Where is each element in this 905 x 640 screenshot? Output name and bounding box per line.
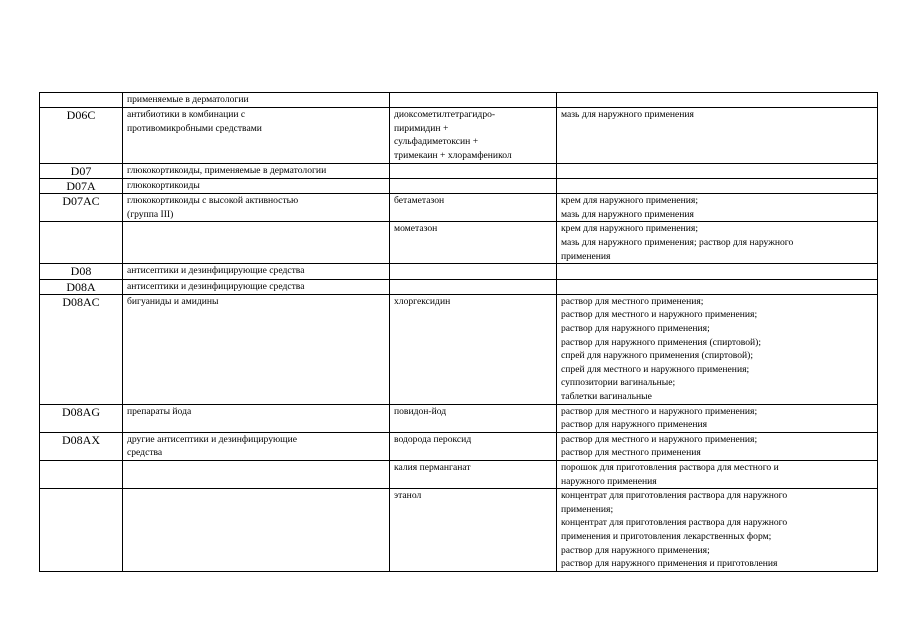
atc-code-text: D08	[70, 264, 92, 279]
cell-text-line: суппозитории вагинальные;	[561, 377, 676, 389]
drug-name-cell	[390, 279, 557, 294]
group-name-cell	[123, 222, 390, 264]
cell-text-line: сульфадиметоксин +	[394, 136, 479, 148]
drug-name-cell	[390, 432, 557, 460]
cell-text-line: глюкокортикоиды с высокой активностью	[127, 195, 299, 207]
atc-code-cell	[40, 264, 123, 279]
atc-code-cell	[40, 460, 123, 488]
atc-code-text: D08AC	[62, 294, 100, 309]
dosage-form-cell	[557, 294, 878, 404]
cell-text-line: бетаметазон	[394, 195, 445, 207]
cell-text-line: применения и приготовления лекарственных форм;	[561, 530, 772, 542]
group-name-cell	[123, 432, 390, 460]
cell-text-line: применения;	[561, 503, 614, 515]
group-name-cell	[123, 264, 390, 279]
dosage-form-cell	[557, 279, 878, 294]
atc-code-cell	[40, 178, 123, 193]
drug-name-cell	[390, 460, 557, 488]
table-row	[40, 294, 878, 404]
atc-code-text: D08AG	[62, 404, 100, 419]
dosage-form-cell	[557, 178, 878, 193]
dosage-form-cell	[557, 489, 878, 572]
cell-text-line: применения	[561, 250, 611, 262]
cell-text-line: мазь для наружного применения	[561, 208, 694, 220]
cell-text-line: концентрат для приготовления раствора для наружного	[561, 517, 788, 529]
cell-text-line: раствор для местного и наружного применения;	[561, 405, 758, 417]
cell-text-line: средства	[127, 447, 163, 459]
group-name-cell	[123, 194, 390, 222]
cell-text-line: калия перманганат	[394, 461, 471, 473]
dosage-form-cell	[557, 264, 878, 279]
atc-code-cell	[40, 194, 123, 222]
drug-name-cell	[390, 108, 557, 163]
cell-text-line: раствор для местного применения;	[561, 295, 704, 307]
dosage-form-cell	[557, 404, 878, 432]
cell-text-line: спрей для местного и наружного применения;	[561, 363, 750, 375]
table-row	[40, 404, 878, 432]
cell-text-line: спрей для наружного применения (спиртовой);	[561, 350, 754, 362]
cell-text-line: наружного применения	[561, 475, 657, 487]
drug-name-cell	[390, 222, 557, 264]
cell-text-line: мазь для наружного применения; раствор для наружного	[561, 237, 794, 249]
drug-name-cell	[390, 489, 557, 572]
cell-text-line: раствор для наружного применения;	[561, 323, 710, 335]
atc-code-text: D07AC	[62, 194, 100, 209]
cell-text-line: раствор для наружного применения (спиртовой);	[561, 336, 762, 348]
table-row	[40, 432, 878, 460]
cell-text-line: антибиотики в комбинации с	[127, 109, 246, 121]
table-row	[40, 163, 878, 178]
table-row	[40, 489, 878, 572]
cell-text-line: антисептики и дезинфицирующие средства	[127, 280, 305, 292]
cell-text-line: противомикробными средствами	[127, 122, 262, 134]
group-name-cell	[123, 489, 390, 572]
atc-code-text: D06C	[66, 108, 96, 123]
cell-text-line: крем для наружного применения;	[561, 223, 698, 235]
atc-code-cell	[40, 489, 123, 572]
dosage-form-cell	[557, 432, 878, 460]
cell-text-line: раствор для местного применения	[561, 447, 701, 459]
table-row	[40, 460, 878, 488]
dosage-form-cell	[557, 163, 878, 178]
group-name-cell	[123, 279, 390, 294]
cell-text-line: глюкокортикоиды, применяемые в дерматологии	[127, 164, 327, 176]
cell-text-line: другие антисептики и дезинфицирующие	[127, 433, 297, 445]
cell-text-line: раствор для наружного применения и приготовления	[561, 558, 778, 570]
cell-text-line: мометазон	[394, 223, 438, 235]
cell-text-line: раствор для местного и наружного применения;	[561, 309, 758, 321]
table-row	[40, 178, 878, 193]
cell-text-line: крем для наружного применения;	[561, 195, 698, 207]
atc-code-cell	[40, 222, 123, 264]
cell-text-line: раствор для наружного применения;	[561, 544, 710, 556]
cell-text-line: этанол	[394, 490, 422, 502]
atc-code-cell	[40, 163, 123, 178]
cell-text-line: диоксометилтетрагидро-	[394, 109, 496, 121]
atc-code-cell	[40, 279, 123, 294]
dosage-form-cell	[557, 460, 878, 488]
atc-code-text: D07A	[66, 178, 96, 193]
cell-text-line: таблетки вагинальные	[561, 390, 652, 402]
drug-name-cell	[390, 194, 557, 222]
atc-code-text: D08AX	[62, 432, 100, 447]
dosage-form-cell	[557, 222, 878, 264]
drug-name-cell	[390, 404, 557, 432]
cell-text-line: мазь для наружного применения	[561, 109, 694, 121]
cell-text-line: тримекаин + хлорамфеникол	[394, 150, 512, 162]
cell-text-line: хлоргексидин	[394, 295, 451, 307]
table-row	[40, 222, 878, 264]
dosage-form-cell	[557, 194, 878, 222]
cell-text-line: (группа III)	[127, 208, 174, 220]
group-name-cell	[123, 294, 390, 404]
drug-name-cell	[390, 163, 557, 178]
atc-code-cell	[40, 404, 123, 432]
cell-text-line: глюкокортикоиды	[127, 179, 200, 191]
group-name-cell	[123, 108, 390, 163]
cell-text-line: применяемые в дерматологии	[127, 94, 249, 105]
drug-name-cell	[390, 93, 557, 108]
cell-text-line: концентрат для приготовления раствора для наружного	[561, 490, 788, 502]
cell-text-line: повидон-йод	[394, 405, 447, 417]
cell-text-line: водорода пероксид	[394, 433, 472, 445]
atc-code-text: D07	[70, 163, 92, 178]
drug-name-cell	[390, 294, 557, 404]
table-row	[40, 108, 878, 163]
drug-name-cell	[390, 178, 557, 193]
cell-text-line: антисептики и дезинфицирующие средства	[127, 265, 305, 277]
dosage-form-cell	[557, 108, 878, 163]
atc-code-cell	[40, 294, 123, 404]
group-name-cell	[123, 178, 390, 193]
group-name-cell	[123, 460, 390, 488]
drug-name-cell	[390, 264, 557, 279]
cell-text-line: препараты йода	[127, 405, 192, 417]
group-name-cell	[123, 404, 390, 432]
cell-text-line: порошок для приготовления раствора для местного и	[561, 461, 779, 473]
atc-code-cell	[40, 432, 123, 460]
table-row	[40, 194, 878, 222]
cell-text-line: бигуаниды и амидины	[127, 295, 219, 307]
cell-text-line: раствор для наружного применения	[561, 419, 708, 431]
table-row	[40, 279, 878, 294]
atc-code-text: D08A	[66, 279, 96, 294]
group-name-cell	[123, 163, 390, 178]
table-row	[40, 93, 878, 108]
dosage-form-cell	[557, 93, 878, 108]
atc-code-cell	[40, 93, 123, 108]
group-name-cell	[123, 93, 390, 108]
table-row	[40, 264, 878, 279]
drug-classification-table	[39, 92, 878, 572]
table-body	[40, 93, 878, 572]
cell-text-line: раствор для местного и наружного применения;	[561, 433, 758, 445]
cell-text-line: пиримидин +	[394, 122, 449, 134]
atc-code-cell	[40, 108, 123, 163]
